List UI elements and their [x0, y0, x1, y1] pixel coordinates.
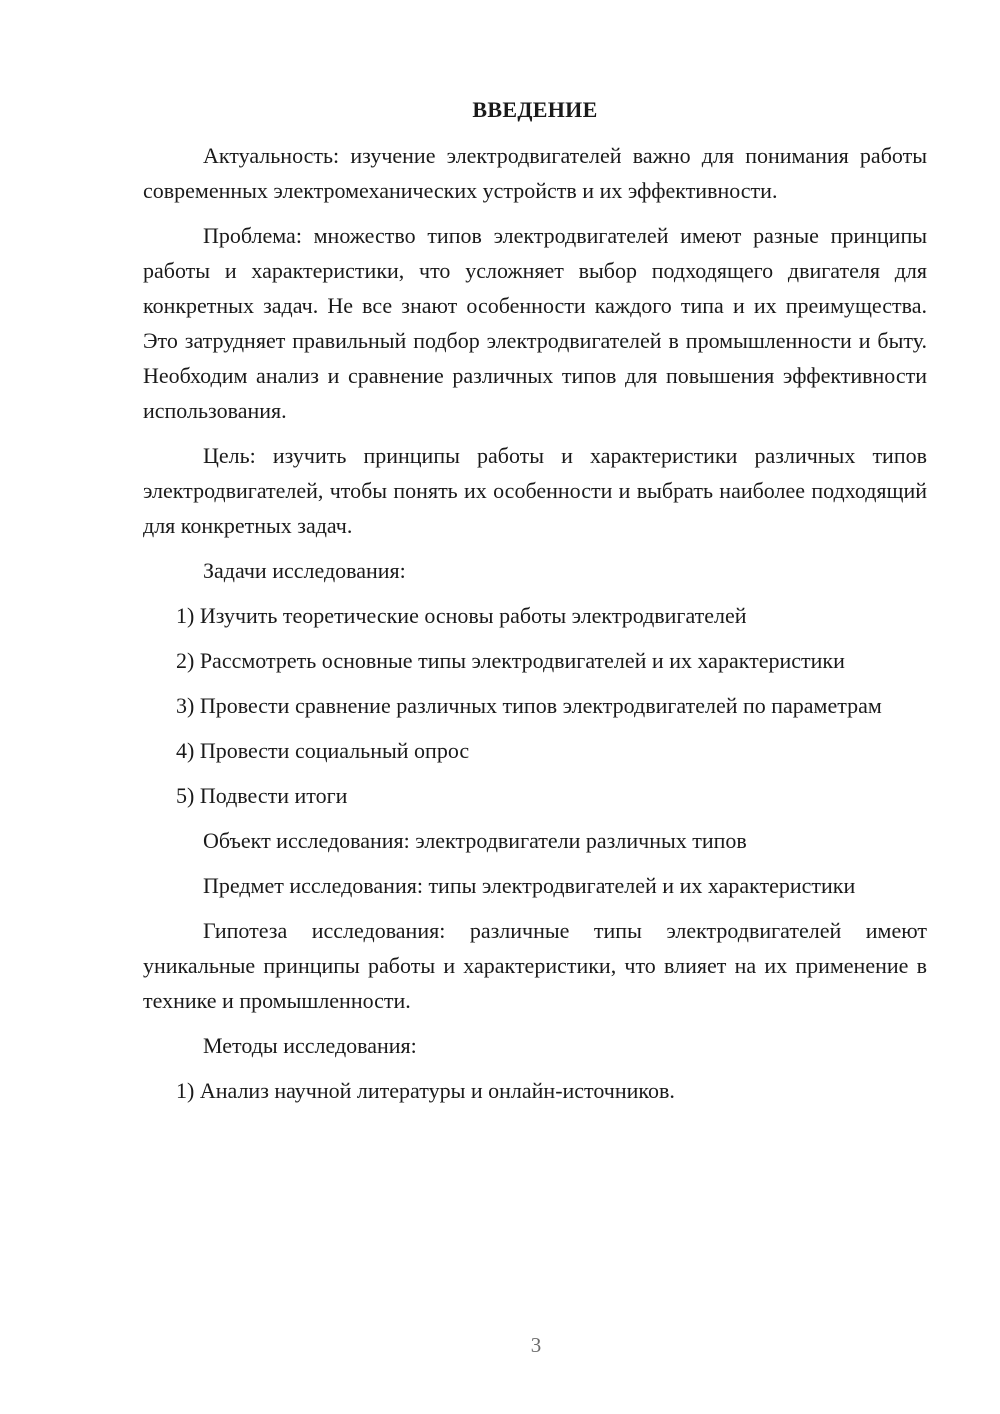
problem-paragraph: Проблема: множество типов электродвигателей имеют разные принципы работы и характеристики, что усложняет выбор подходящего двигателя для конкретных задач. Не все знают особенности каждого типа и их преимущества. Это затрудняет правильный подбор электродвигателей в промышленности и быту. Необходим анализ и сравнение различных типов для повышения эффективности использования.: [143, 223, 927, 423]
relevance-paragraph: Актуальность: изучение электродвигателей важно для понимания работы современных электромеханических устройств и их эффективности.: [143, 143, 927, 203]
task-item: 4) Провести социальный опрос: [176, 738, 470, 763]
tasks-heading: Задачи исследования:: [203, 558, 406, 583]
task-item: 5) Подвести итоги: [176, 783, 348, 808]
task-item: 1) Изучить теоретические основы работы электродвигателей: [176, 603, 747, 628]
task-item: 2) Рассмотреть основные типы электродвигателей и их характеристики: [176, 648, 845, 673]
methods-heading: Методы исследования:: [203, 1033, 417, 1058]
hypothesis-paragraph: Гипотеза исследования: различные типы электродвигателей имеют уникальные принципы работы и характеристики, что влияет на их применение в технике и промышленности.: [143, 918, 927, 1013]
page-title: ВВЕДЕНИЕ: [472, 97, 598, 122]
page-number: 3: [530, 1333, 542, 1357]
goal-paragraph: Цель: изучить принципы работы и характеристики различных типов электродвигателей, чтобы понять их особенности и выбрать наиболее подходящий для конкретных задач.: [143, 443, 927, 538]
subject-paragraph: Предмет исследования: типы электродвигателей и их характеристики: [203, 873, 856, 898]
task-item: 3) Провести сравнение различных типов электродвигателей по параметрам: [176, 693, 882, 718]
method-item: 1) Анализ научной литературы и онлайн-источников.: [176, 1078, 675, 1103]
object-paragraph: Объект исследования: электродвигатели различных типов: [203, 828, 747, 853]
page-content: [143, 96, 927, 1118]
